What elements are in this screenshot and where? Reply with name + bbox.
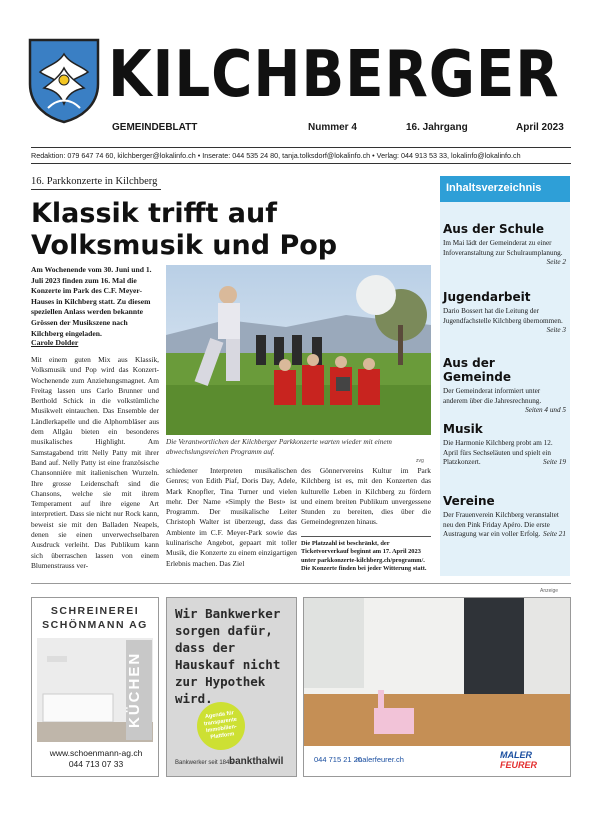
article-kicker: 16. Parkkonzerte in Kilchberg: [31, 176, 158, 187]
ad2-badge: Agenda für transparente Immobilien-Plattform: [194, 699, 248, 753]
ad1-kuechen-word: KÜCHEN: [126, 640, 152, 740]
ad2-slogan: Wir Bankwerker sorgen dafür, dass der Hauskauf nicht zur Hypothek wird.: [175, 606, 281, 706]
article-column-3: des Gönnervereins Kultur im Park Kilchberg ist es, mit den Konzerten das kulturelle Leben in Kilchberg zu fördern und einem breiten Publikum unvergessene Stunden zu bereiten, dies über die Gemeindegrenzen hinaus.: [301, 466, 431, 527]
toc-item-jugendarbeit[interactable]: [440, 290, 570, 336]
toc-item-title: Aus der Schule: [443, 222, 545, 236]
toc-item-title: Musik: [443, 422, 483, 436]
toc-item-text: Im Mai lädt der Gemeinderat zu einer Infoveranstaltung zur Schulraumplanung. Seite 2: [443, 239, 566, 267]
article-photo: [166, 265, 431, 435]
photo-caption: Die Verantwortlichen der Kilchberger Parkkonzerte warten wieder mit einem abwechslungsreichen Programm auf.: [166, 437, 392, 456]
musicians-photo-image: [166, 265, 431, 435]
ad-label: Anzeige: [540, 588, 559, 594]
toc-item-gemeinde[interactable]: [440, 356, 570, 416]
kicker-underline: [31, 189, 161, 190]
ad2-bank-logo: bankthalwil: [229, 756, 284, 767]
ad-bank[interactable]: [166, 597, 297, 777]
ad2-footer: Bankwerker seit 1845: [175, 760, 233, 766]
ad-divider: [31, 583, 571, 584]
toc-item-page: Seite 21: [543, 530, 566, 539]
toc-item-title: Aus der Gemeinde: [443, 356, 512, 384]
issue-date: April 2023: [516, 122, 564, 133]
municipal-crest-icon: [28, 38, 100, 124]
contact-line: Redaktion: 079 647 74 60, kilchberger@lokalinfo.ch • Inserate: 044 535 24 80, tanja.tolksdorf@lokalinfo.ch • Verlag: 044 913 53 33, lokalinfo@lokalinfo.ch: [31, 147, 571, 164]
article-lead: Am Wochenende vom 30. Juni und 1. Juli 2023 finden zum 16. Mal die Konzerte im Park des C.F. Meyer-Hauses in Kilchberg statt. Zu diesem speziellen Anlass werden bekannte Grössen der Musikszene nach Kilchberg eingeladen.: [31, 265, 152, 338]
toc-item-page: Seiten 4 und 5: [525, 406, 566, 415]
ad3-url[interactable]: malerfeurer.ch: [356, 755, 404, 764]
toc-item-vereine[interactable]: [440, 494, 570, 540]
table-of-contents: [440, 176, 570, 576]
toc-item-page: Seite 3: [546, 326, 566, 335]
volume: 16. Jahrgang: [406, 122, 468, 133]
ad1-contact: www.schoenmann-ag.ch 044 713 07 33: [49, 748, 143, 769]
toc-item-schule[interactable]: [440, 222, 570, 268]
room-interior-image: [304, 598, 571, 746]
toc-item-page: Seite 2: [546, 258, 566, 267]
ad1-name: SCHREINEREI SCHÖNMANN AG: [42, 605, 148, 631]
photo-credit: zvg: [416, 458, 424, 464]
toc-item-text: Die Harmonie Kilchberg probt am 12. April fürs Sechseläuten und spielt ein Platzkonzert. Seite 19: [443, 439, 566, 467]
toc-item-text: Der Gemeinderat informiert unter anderem über die Jahresrechnung. Seiten 4 und 5: [443, 387, 566, 415]
article-column-2: schiedener Interpreten musikalischen Genres; von Edith Piaf, Doris Day, Adele, Mark Knopfler, Tina Turner und vielen mehr. Der Name «Simply the Best» ist Programm. Der musikalische Leiter Christoph Walter ist überzeugt, dass das Ambiente im C.F. Meyer-Park sowie das kulinarische Angebot, gepaart mit toller Musik, die Konzerte zu einem einzigartigen Erlebnis machen. Das Ziel: [166, 466, 297, 568]
ticket-note: Die Platzzahl ist beschränkt, der Ticketvorverkauf beginnt am 17. April 2023 unter parkkonzerte-kilchberg.ch/programm/. Die Konzerte finden bei jeder Witterung statt.: [301, 536, 431, 574]
ad3-phone: 044 715 21 20: [314, 755, 362, 764]
toc-heading: Inhaltsverzeichnis: [440, 176, 570, 202]
toc-item-text: Der Frauenverein Kilchberg veranstaltet neu den Pink Friday Apéro. Die erste Austragung war ein voller Erfolg. Seite 21: [443, 511, 566, 539]
article-headline: Klassik trifft auf Volksmusik und Pop: [31, 198, 338, 261]
masthead: [28, 30, 573, 148]
ad3-logo: MALER FEURER: [500, 750, 538, 770]
toc-item-musik[interactable]: [440, 422, 570, 468]
ad-schreinerei[interactable]: [31, 597, 159, 777]
article-author: Carole Dolder: [31, 338, 79, 347]
subtitle: GEMEINDEBLATT: [112, 122, 198, 133]
toc-item-page: Seite 19: [543, 458, 566, 467]
ad-maler[interactable]: [303, 597, 571, 777]
newspaper-title: KILCHBERGER: [108, 38, 560, 112]
toc-item-title: Jugendarbeit: [443, 290, 531, 304]
masthead-subline: [112, 122, 572, 133]
toc-item-title: Vereine: [443, 494, 495, 508]
toc-item-text: Dario Bossert hat die Leitung der Jugendfachstelle Kilchberg übernommen. Seite 3: [443, 307, 566, 335]
issue-number: Nummer 4: [308, 122, 357, 133]
article-column-1: Mit einem guten Mix aus Klassik, Volksmusik und Pop wird das Konzert-Wochenende zum Anziehungsmagnet. Am Freitag lassen uns Carlo Brunner und Berthold Schick in die volkstümliche Musikwelt eintauchen. Das Ensemble der Ländlerkapelle und die Alphornbläser aus dem Allgäu bieten ein besonderes musikalisches Highlight. Am Samstagabend tritt Nelly Patty mit ihrer Band auf. Nelly Patty ist eine französische Chansonnière mit italienischen Wurzeln. Ihre grosse Leidenschaft sind die Chansons, welche sie mit ihrem Temperament auf ihre eigene Art interpretiert. Dass sie nicht nur Rock kann, beweist sie mit den Balladen Neapels, denen sie einen unverwechselbaren Ausdruck verleiht. Das Publikum kann sich überraschen lassen von einem Blumenstrauss ver-: [31, 355, 159, 570]
